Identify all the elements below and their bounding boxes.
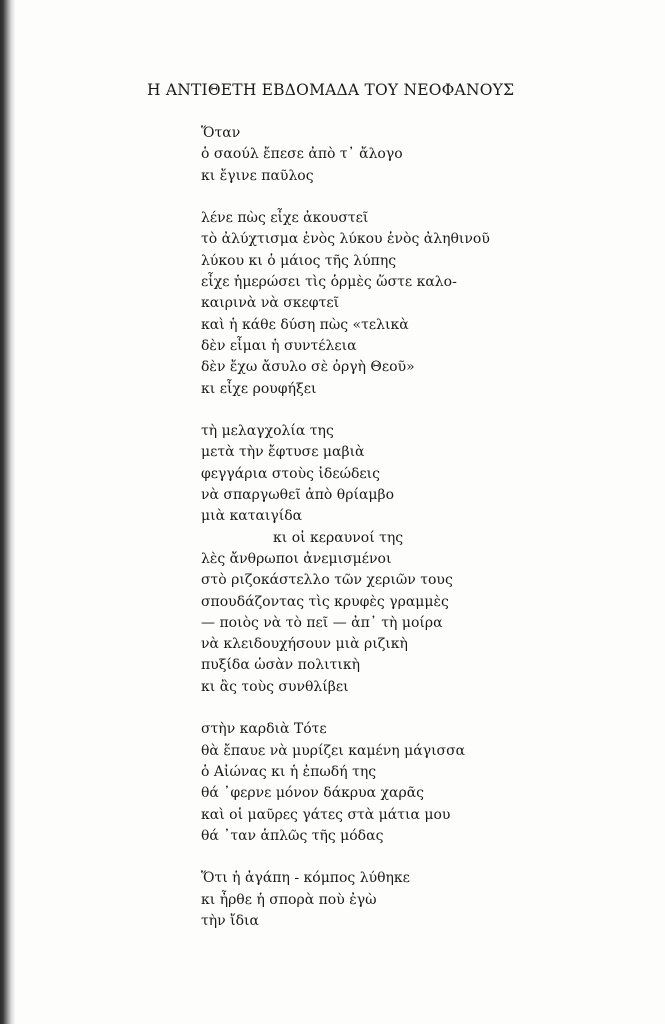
poem-line: κι ἂς τοὺς συνθλίβει [201,678,349,695]
poem-line: τὴν ἴδια [201,912,259,929]
poem-line: — ποιὸς νὰ τὸ πεῖ — ἀπ᾽ τὴ μοίρα [201,614,443,631]
poem-line: μετὰ τὴν ἔφτυσε μαβιὰ [201,444,365,461]
poem-line: θά ᾽ταν ἁπλῶς τῆς μόδας [201,827,384,844]
poem-line-indented: κι οἱ κεραυνοί της [273,529,404,546]
poem-line: στὸ ριζοκάστελλο τῶν χεριῶν τους [201,572,453,589]
stanza-break [201,187,631,208]
poem-line: στὴν καρδιὰ Τότε [201,721,327,738]
poem-line: τὸ ἀλύχτισμα ἑνὸς λύκου ἑνὸς ἀληθινοῦ [201,231,490,248]
poem-line: πυξίδα ὡσὰν πολιτικὴ [201,657,360,674]
poem-line: θὰ ἔπαυε νὰ μυρίζει καμένη μάγισσα [201,742,466,759]
poem-line: ὁ σαούλ ἔπεσε ἀπὸ τ᾽ ἄλογο [201,146,403,163]
poem-line: δὲν ἔχω ἄσυλο σὲ ὀργὴ Θεοῦ» [201,359,415,376]
poem-line: νὰ σπαργωθεῖ ἀπὸ θρίαμβο [201,487,395,504]
poem-line: κι εἶχε ρουφήξει [201,380,317,397]
poem-line: λύκου κι ὁ μάιος τῆς λύπης [201,252,397,269]
poem-line: Ὅταν [201,125,241,141]
poem-line: ὁ Αἰώνας κι ἡ ἐπωδή της [201,763,377,780]
poem-line: καιρινὰ νὰ σκεφτεῖ [201,295,340,312]
poem-line: μιὰ καταιγίδα [201,508,303,525]
poem-body [201,123,631,932]
poem-line: λένε πὼς εἶχε ἀκουστεῖ [201,210,369,227]
poem-line: κι ἦρθε ἡ σπορὰ ποὺ ἐγὼ [201,891,377,908]
poem-line: εἶχε ἡμερώσει τὶς ὁρμὲς ὥστε καλο- [201,274,457,291]
poem-line: φεγγάρια στοὺς ἰδεώδεις [201,465,380,482]
poem-line: τὴ μελαγχολία της [201,423,334,440]
poem-line: κι ἔγινε παῦλος [201,167,314,184]
poem-line: θά ᾽φερνε μόνον δάκρυα χαρᾶς [201,785,425,802]
poem-line: δὲν εἶμαι ἡ συντέλεια [201,337,357,354]
poem-line: καὶ ἡ κάθε δύση πὼς «τελικὰ [201,316,409,333]
stanza-break [201,698,631,719]
stanza-break [201,847,631,868]
poem-line: καὶ οἱ μαῦρες γάτες στὰ μάτια μου [201,806,451,823]
stanza-break [201,400,631,421]
poem-line: σπουδάζοντας τὶς κρυφὲς γραμμὲς [201,593,449,610]
poem-title: Η ΑΝΤΙΘΕΤΗ ΕΒΔΟΜΑΔΑ ΤΟΥ ΝΕΟΦΑΝΟΥΣ [147,81,515,99]
poem-line: Ὅτι ἡ ἀγάπη - κόμπος λύθηκε [201,870,410,887]
poem-line: νὰ κλειδουχήσουν μιὰ ριζικὴ [201,636,408,653]
poem-line: λὲς ἄνθρωποι ἀνεμισμένοι [201,550,392,567]
book-binding-edge [0,0,15,1024]
